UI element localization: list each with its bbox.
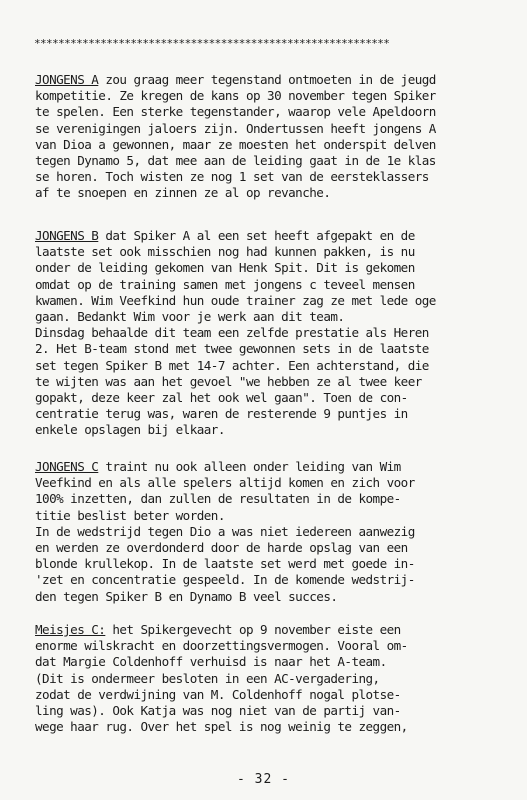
text-line: (Dit is ondermeer besloten in een AC-vergadering, [35, 670, 380, 686]
text-line: kompetitie. Ze kregen de kans op 30 november tegen Spiker [35, 88, 436, 104]
text-line: wege haar rug. Over het spel is nog weinig te zeggen, [35, 719, 408, 735]
text-line: set tegen Spiker B met 14-7 achter. Een achterstand, die [35, 357, 429, 373]
page-number: - 32 - [237, 772, 290, 787]
text-line: zodat de verdwijning van M. Coldenhoff nogal plotse- [35, 686, 401, 702]
text-line: JONGENS A zou graag meer tegenstand ontmoeten in de jeugd [35, 72, 436, 87]
section-meisjes-c [35, 622, 525, 735]
text-line: den tegen Spiker B en Dynamo B veel succes. [35, 588, 338, 604]
section-jongens-c [35, 459, 525, 605]
text-line: 100% inzetten, dan zullen de resultaten in de kompe- [35, 491, 401, 507]
section-heading: Meisjes C: [35, 622, 106, 637]
text-line: ling was). Ook Katja was nog niet van de partij van- [35, 702, 401, 718]
text-line: Meisjes C: het Spikergevecht op 9 november eiste een [35, 622, 401, 637]
text-line: tegen Dynamo 5, dat mee aan de leiding gaat in de 1e klas [35, 152, 436, 168]
text-line: enorme wilskracht en doorzettingsvermogen. Vooral om- [35, 638, 408, 654]
text-line: In de wedstrijd tegen Dio a was niet iedereen aanwezig [35, 523, 415, 539]
text-line: titie beslist beter worden. [35, 507, 225, 523]
text-line: laatste set ook misschien nog had kunnen pakken, is nu [35, 244, 415, 260]
section-heading: JONGENS B [35, 228, 99, 243]
text-line: 2. Het B-team stond met twee gewonnen sets in de laatste [35, 341, 429, 357]
text-line: af te snoepen en zinnen ze al op revanche. [35, 185, 331, 201]
text-line: se verenigingen jaloers zijn. Ondertussen heeft jongens A [35, 120, 436, 136]
text-line: gaan. Bedankt Wim voor je werk aan dit team. [35, 308, 345, 324]
text-line: Veefkind en als alle spelers altijd komen en zich voor [35, 475, 415, 491]
text-line: te wijten was aan het gevoel "we hebben ze al twee keer [35, 373, 422, 389]
section-jongens-b [35, 228, 525, 438]
text-line: te spelen. Een sterke tegenstander, waarop vele Apeldoorn [35, 104, 436, 120]
separator-line: *********************************************************** [34, 37, 390, 50]
text-line: dat Margie Coldenhoff verhuisd is naar het A-team. [35, 654, 387, 670]
text-line: en werden ze overdonderd door de harde opslag van een [35, 539, 408, 555]
text-line: gopakt, deze keer zal het ook wel gaan". Toen de con- [35, 389, 408, 405]
text-line: omdat op de training samen met jongens c teveel mensen [35, 276, 415, 292]
section-jongens-a [35, 72, 525, 202]
section-heading: JONGENS C [35, 459, 99, 474]
text-line: 'zet en concentratie gespeeld. In de komende wedstrij- [35, 572, 415, 588]
section-heading: JONGENS A [35, 72, 99, 87]
text-line: se horen. Toch wisten ze nog 1 set van de eersteklassers [35, 169, 429, 185]
text-line: JONGENS C traint nu ook alleen onder leiding van Wim [35, 459, 401, 474]
text-line: onder de leiding gekomen van Henk Spit. Dit is gekomen [35, 260, 415, 276]
text-line: Dinsdag behaalde dit team een zelfde prestatie als Heren [35, 325, 429, 341]
text-line: enkele opslagen bij elkaar. [35, 422, 225, 438]
text-line: kwamen. Wim Veefkind hun oude trainer zag ze met lede oge [35, 292, 436, 308]
text-line: centratie terug was, waren de resterende 9 puntjes in [35, 406, 408, 422]
text-line: van Dioa a gewonnen, maar ze moesten het onderspit delven [35, 136, 436, 152]
text-line: JONGENS B dat Spiker A al een set heeft afgepakt en de [35, 228, 415, 243]
text-line: blonde krullekop. In de laatste set werd met goede in- [35, 556, 415, 572]
